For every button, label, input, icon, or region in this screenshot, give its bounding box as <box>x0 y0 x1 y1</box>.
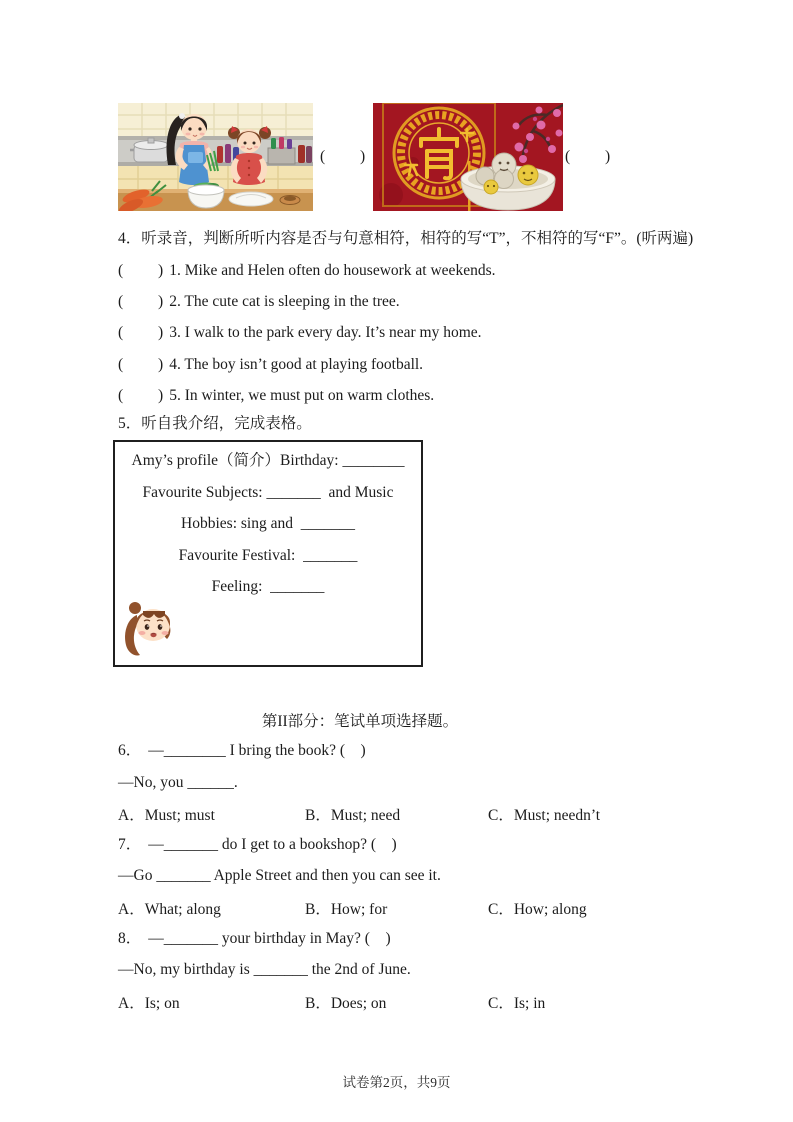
q8-number: 8． <box>118 930 142 947</box>
kitchen-cooking-scene-icon <box>118 103 313 211</box>
q6-question-text: —________ I bring the book? ( ) <box>148 742 366 759</box>
q7-options <box>0 897 793 917</box>
answer-bracket: ( ) <box>118 324 164 341</box>
q4-item-1-text: 1. Mike and Helen often do housework at weekends. <box>169 262 496 279</box>
q4-item-2-text: 2. The cute cat is sleeping in the tree. <box>169 293 400 310</box>
q4-prompt <box>118 229 693 249</box>
q7-answer-line: —Go _______ Apple Street and then you can see it. <box>118 867 441 884</box>
lantern-festival-tangyuan-icon <box>373 103 563 211</box>
q8-option-c: C．Is; in <box>488 995 546 1012</box>
q6-question <box>118 741 366 761</box>
q5-prompt <box>118 414 312 434</box>
q7-question <box>118 835 397 855</box>
q6-option-b: B．Must; need <box>305 807 401 824</box>
profile-line-feeling: Feeling: _______ <box>211 578 325 595</box>
q7-option-c: C．How; along <box>488 901 587 918</box>
q8-question-text: —_______ your birthday in May? ( ) <box>148 930 391 947</box>
part2-heading: 第II部分：笔试单项选择题。 <box>261 713 459 730</box>
picture-answer-bracket-left: ( ) <box>320 148 366 165</box>
q4-number: 4． <box>118 230 142 247</box>
picture-answer-bracket-right: ( ) <box>565 148 611 165</box>
profile-line-subjects: Favourite Subjects: _______ and Music <box>142 483 394 501</box>
answer-bracket: ( ) <box>118 356 164 373</box>
q8-option-a: A．Is; on <box>118 995 180 1012</box>
q4-item-4-text: 4. The boy isn’t good at playing football. <box>169 356 424 373</box>
q7-number: 7． <box>118 836 142 853</box>
answer-bracket: ( ) <box>118 262 164 279</box>
q8-question <box>118 929 391 949</box>
q4-item-3 <box>118 323 482 343</box>
q4-item-2 <box>118 292 400 312</box>
q4-item-5-text: 5. In winter, we must put on warm clothes. <box>169 387 435 404</box>
q8-answer-line: —No, my birthday is _______ the 2nd of June. <box>118 961 411 978</box>
q5-prompt-text: 听自我介绍，完成表格。 <box>141 415 312 432</box>
q7-option-b: B．How; for <box>305 901 388 918</box>
profile-line-hobbies: Hobbies: sing and _______ <box>181 515 355 532</box>
q6-option-a: A．Must; must <box>118 807 215 824</box>
profile-line-birthday: Amy’s profile（简介）Birthday: ________ <box>131 452 405 469</box>
page-footer: 试卷第2页，共9页 <box>342 1075 451 1090</box>
amy-profile-box <box>113 440 423 667</box>
profile-line-festival: Favourite Festival: _______ <box>178 546 358 564</box>
q6-answer-line: —No, you ______. <box>118 774 238 791</box>
q8-option-b: B．Does; on <box>305 995 387 1012</box>
girl-avatar-icon <box>123 599 175 657</box>
q7-question-text: —_______ do I get to a bookshop? ( ) <box>148 836 397 853</box>
answer-bracket: ( ) <box>118 387 164 404</box>
q4-item-3-text: 3. I walk to the park every day. It’s near my home. <box>169 324 482 341</box>
q4-prompt-text: 听录音，判断所听内容是否与句意相符，相符的写“T”，不相符的写“F”。(听两遍) <box>141 230 694 247</box>
q6-number: 6． <box>118 742 142 759</box>
q7-option-a: A．What; along <box>118 901 221 918</box>
q4-item-4 <box>118 355 423 375</box>
q8-options <box>0 991 793 1011</box>
q4-item-5 <box>118 386 434 406</box>
q6-option-c: C．Must; needn’t <box>488 807 601 824</box>
q4-item-1 <box>118 261 495 281</box>
q6-options <box>0 803 793 823</box>
q5-number: 5． <box>118 415 142 432</box>
answer-bracket: ( ) <box>118 293 164 310</box>
